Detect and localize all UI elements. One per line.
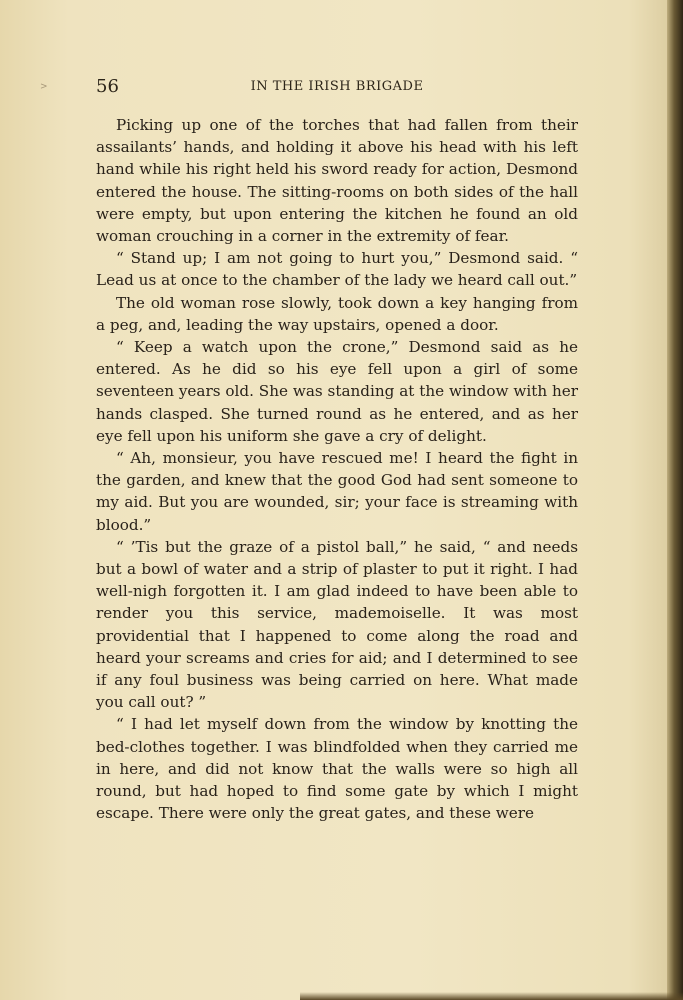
page-bottom-edge (300, 992, 683, 1000)
body-text (96, 114, 578, 825)
page-number: 56 (96, 76, 119, 97)
paragraph: “ Ah, monsieur, you have rescued me! I heard the fight in the garden, and knew that the good God had sent someone to my aid. But you are wounded, sir; your face is streaming with blood.” (96, 449, 578, 534)
paragraph: “ ’Tis but the graze of a pistol ball,” he said, “ and needs but a bowl of water and a strip of plaster to put it right. I had well-nigh forgotten it. I am glad indeed to have been able to render you this service, mademoiselle. It was most providential that I happened to come along the road and heard your screams and cries for aid; and I determined to see if any foul business was being carried on here. What made you call out? ” (96, 537, 578, 712)
paragraph: Picking up one of the torches that had fallen from their assailants’ hands, and holding it above his head with his left hand while his right held his sword ready for action, Desmond entered the house. The sitting-rooms on both sides of the hall were empty, but upon entering the kitchen he found an old woman crouching in a corner in the extremity of fear. (96, 116, 578, 246)
page-header (96, 76, 578, 98)
paragraph: “ Stand up; I am not going to hurt you,” Desmond said. “ Lead us at once to the chamber of the lady we heard call out.” (96, 249, 578, 290)
book-spine-shadow (667, 0, 683, 1000)
paragraph: “ Keep a watch upon the crone,” Desmond said as he entered. As he did so his eye fell upon a girl of some seventeen years old. She was standing at the window with her hands clasped. She turned round as he entered, and as her eye fell upon his uniform she gave a cry of delight. (96, 338, 578, 445)
paragraph: The old woman rose slowly, took down a key hanging from a peg, and, leading the way upstairs, opened a door. (96, 293, 578, 334)
paragraph: “ I had let myself down from the window by knotting the bed-clothes together. I was blindfolded when they carried me in here, and did not know that the walls were so high all round, but had hoped to find some gate by which I might escape. There were only the great gates, and these were (96, 715, 578, 823)
margin-mark: > (40, 82, 48, 92)
running-title: IN THE IRISH BRIGADE (250, 79, 424, 94)
